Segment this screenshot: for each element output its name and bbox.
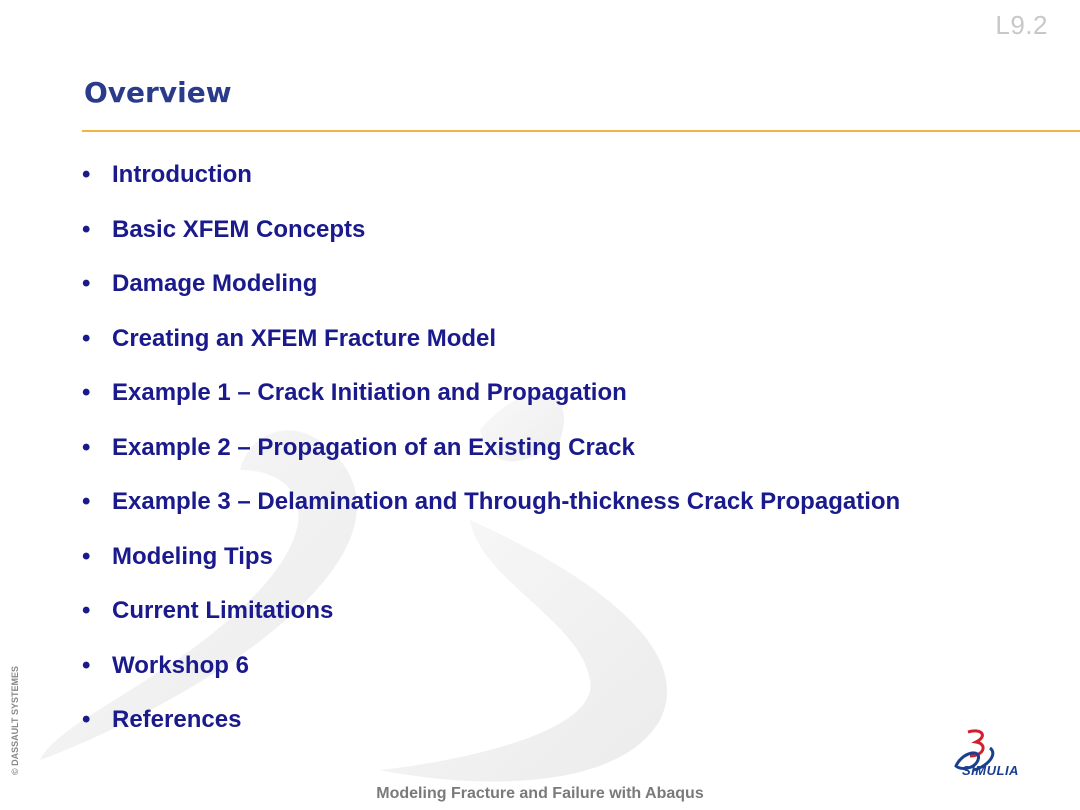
bullet-text: Workshop 6 <box>112 651 249 679</box>
bullet-text: Current Limitations <box>112 597 334 625</box>
title-divider <box>82 130 1080 132</box>
bullet-dot: • <box>82 270 91 298</box>
bullet-item <box>82 366 900 421</box>
bullet-text: Creating an XFEM Fracture Model <box>112 324 497 352</box>
simulia-logo-text: SIMULIA <box>962 763 1019 778</box>
bullet-item <box>82 693 900 748</box>
bullet-item <box>82 475 900 530</box>
bullet-item <box>82 639 900 694</box>
bullet-dot: • <box>82 651 91 679</box>
bullet-text: Introduction <box>112 161 252 189</box>
page-number: L9.2 <box>995 10 1048 40</box>
bullet-dot: • <box>82 161 91 189</box>
bullet-item <box>82 421 900 476</box>
bullet-list <box>82 148 900 748</box>
bullet-dot: • <box>82 324 91 352</box>
bullet-dot: • <box>82 597 91 625</box>
copyright-notice <box>10 655 34 775</box>
bullet-dot: • <box>82 433 91 461</box>
bullet-item <box>82 257 900 312</box>
bullet-text: References <box>112 706 242 734</box>
bullet-text: Basic XFEM Concepts <box>112 215 366 243</box>
bullet-text: Modeling Tips <box>112 542 273 570</box>
bullet-text: Example 3 – Delamination and Through-thickness Crack Propagation <box>112 488 901 516</box>
bullet-dot: • <box>82 542 91 570</box>
bullet-dot: • <box>82 215 91 243</box>
bullet-text: Example 1 – Crack Initiation and Propagation <box>112 379 627 407</box>
bullet-item <box>82 584 900 639</box>
bullet-text: Example 2 – Propagation of an Existing Crack <box>112 433 635 461</box>
bullet-item <box>82 312 900 367</box>
slide-title: Overview <box>84 76 232 109</box>
footer-title: Modeling Fracture and Failure with Abaqus <box>376 785 704 802</box>
copyright-text: © DASSAULT SYSTEMES <box>10 666 20 775</box>
bullet-item <box>82 203 900 258</box>
bullet-dot: • <box>82 706 91 734</box>
bullet-dot: • <box>82 488 91 516</box>
bullet-dot: • <box>82 379 91 407</box>
bullet-text: Damage Modeling <box>112 270 318 298</box>
bullet-item <box>82 530 900 585</box>
bullet-item <box>82 148 900 203</box>
